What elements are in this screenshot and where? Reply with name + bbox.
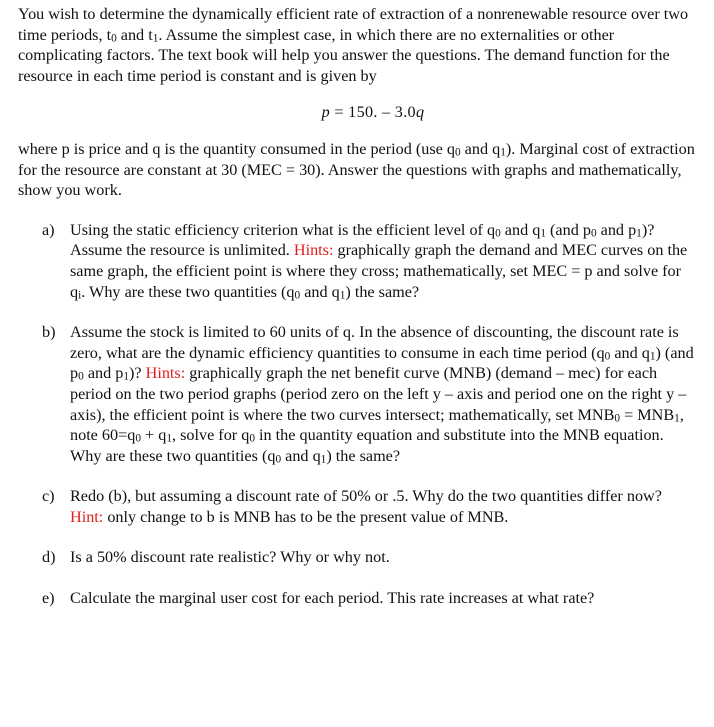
question-a-text: (and p bbox=[545, 220, 591, 239]
subscript: 1 bbox=[636, 227, 642, 240]
question-b-text: in the quantity equation and substitute into the MNB equation. Why are these two quantities (q bbox=[70, 426, 664, 465]
question-e-marker: e) bbox=[42, 589, 55, 608]
def-text-3: ). Marginal cost of extraction for the resource are constant at 30 (MEC = 30). Answer the questions with graphs and mathematically, show you work. bbox=[18, 139, 695, 200]
demand-equation bbox=[18, 102, 698, 123]
hint-label: Hints: bbox=[145, 364, 186, 383]
question-a-text: ) the same? bbox=[345, 282, 420, 301]
question-b-text: graphically graph the net benefit curve (MNB) (demand – mec) for each period on the two period graphs (period zero on the left y – axis and period one on the right y – axis), the efficient point is where the two curves intersect; mathematically, set MNB bbox=[70, 364, 687, 424]
question-a-text: and q bbox=[300, 282, 340, 301]
subscript: 1 bbox=[320, 453, 327, 466]
question-b-marker: b) bbox=[42, 323, 56, 342]
intro-text-3: . Assume the simplest case, in which there are no externalities or other complicating factors. The text book will help you answer the questions. The demand function for the resource in each time period is constant and is given by bbox=[18, 25, 670, 85]
hint-label: Hint: bbox=[70, 507, 104, 526]
definitions-paragraph bbox=[18, 139, 698, 201]
question-b-text: ) (and p bbox=[70, 343, 694, 383]
q1-subscript: 1 bbox=[500, 146, 506, 159]
subscript: 0 bbox=[590, 227, 597, 240]
subscript: 0 bbox=[495, 227, 501, 240]
question-b bbox=[18, 322, 698, 466]
question-a-marker: a) bbox=[42, 220, 55, 239]
subscript: 0 bbox=[275, 453, 282, 466]
question-b-text: and q bbox=[610, 343, 650, 362]
t1-subscript: 1 bbox=[152, 32, 159, 45]
question-a-text: and p bbox=[596, 220, 637, 239]
subscript: 1 bbox=[649, 350, 656, 363]
question-b-text: )? bbox=[129, 364, 146, 383]
t0-subscript: 0 bbox=[111, 32, 117, 45]
q0-subscript: 0 bbox=[454, 146, 461, 159]
subscript: 0 bbox=[294, 289, 301, 302]
question-c-text: only change to b is MNB has to be the present value of MNB. bbox=[103, 507, 509, 526]
hint-label: Hints: bbox=[293, 241, 334, 260]
subscript: 0 bbox=[604, 350, 611, 363]
subscript: 1 bbox=[674, 412, 680, 425]
intro-paragraph bbox=[18, 4, 698, 86]
def-text-2: and q bbox=[460, 139, 501, 158]
subscript: 1 bbox=[166, 432, 172, 445]
question-c-marker: c) bbox=[42, 487, 55, 506]
question-b-text: , note 60=q bbox=[70, 405, 684, 445]
question-a-text: )? Assume the resource is unlimited. bbox=[70, 220, 655, 260]
question-a-text: Using the static efficiency criterion what is the efficient level of q bbox=[70, 220, 496, 239]
question-d-marker: d) bbox=[42, 548, 56, 567]
question-b-text: , solve for q bbox=[172, 426, 250, 445]
equation-coefficient: 3.0 bbox=[394, 103, 416, 122]
question-d-text: Is a 50% discount rate realistic? Why or why not. bbox=[70, 548, 390, 567]
subscript: 0 bbox=[614, 412, 621, 425]
equation-variable: q bbox=[415, 103, 425, 122]
question-a-text: . Why are these two quantities (q bbox=[81, 282, 295, 301]
question-d bbox=[18, 547, 698, 568]
question-a bbox=[18, 220, 698, 302]
subscript: i bbox=[78, 289, 82, 302]
equation-minus: – bbox=[377, 103, 395, 122]
equation-lhs: p bbox=[321, 103, 331, 122]
question-a-text: and q bbox=[500, 220, 541, 239]
question-list bbox=[18, 220, 698, 609]
intro-text-2: and t bbox=[116, 25, 153, 44]
question-e-text: Calculate the marginal user cost for each period. This rate increases at what rate? bbox=[70, 589, 595, 608]
subscript: 0 bbox=[78, 371, 84, 383]
question-e bbox=[18, 588, 698, 609]
intro-text-1: You wish to determine the dynamically efficient rate of extraction of a nonrenewable resource over two time periods, t bbox=[18, 5, 689, 44]
def-text-1: where p is price and q is the quantity consumed in the period (use q bbox=[18, 139, 455, 158]
question-b-text: + q bbox=[141, 426, 167, 445]
equation-equals: = bbox=[330, 103, 349, 122]
subscript: 1 bbox=[339, 289, 346, 302]
subscript: 0 bbox=[135, 432, 141, 445]
question-b-text: ) the same? bbox=[326, 446, 401, 465]
subscript: 1 bbox=[123, 371, 129, 383]
question-c bbox=[18, 486, 698, 527]
equation-constant: 150. bbox=[348, 103, 378, 122]
question-b-text: Assume the stock is limited to 60 units of q. In the absence of discounting, the discount rate is zero, what are the dynamic efficiency quantities to consume in each time period (q bbox=[70, 323, 679, 362]
question-a-text: graphically graph the demand and MEC curves on the same graph, the efficient point is where they cross; mathematically, set MEC = p and solve for q bbox=[70, 241, 688, 301]
question-b-text: and p bbox=[83, 364, 124, 383]
question-c-text: Redo (b), but assuming a discount rate of 50% or .5. Why do the two quantities differ now? bbox=[70, 487, 662, 506]
subscript: 0 bbox=[249, 432, 255, 445]
question-b-text: = MNB bbox=[620, 405, 675, 424]
question-b-text: and q bbox=[281, 446, 321, 465]
subscript: 1 bbox=[540, 227, 546, 240]
document-page bbox=[18, 4, 698, 609]
